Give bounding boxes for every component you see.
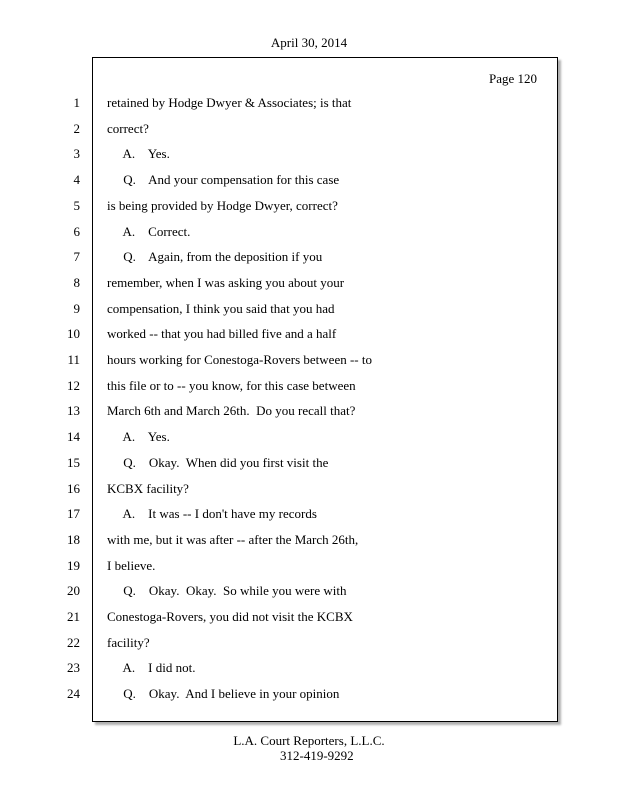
line-number: 10 [67,326,80,341]
transcript-line: Q. Okay. When did you first visit the [107,455,329,470]
line-number: 20 [67,583,80,598]
transcript-line: Q. Okay. And I believe in your opinion [107,686,340,701]
transcript-line: A. Yes. [107,146,170,161]
line-number: 19 [67,558,80,573]
line-number: 22 [67,635,80,650]
line-number: 17 [67,506,80,521]
line-number: 18 [67,532,80,547]
transcript-line: A. Correct. [107,224,191,239]
page-number: Page 120 [488,71,537,86]
transcript-line: retained by Hodge Dwyer & Associates; is that [107,95,352,110]
transcript-line: remember, when I was asking you about your [107,275,345,290]
line-number: 13 [67,403,80,418]
transcript-line: A. It was -- I don't have my records [107,506,317,521]
line-number: 9 [73,301,80,316]
footer-company: L.A. Court Reporters, L.L.C. [233,733,385,748]
transcript-line: compensation, I think you said that you had [107,301,335,316]
line-number: 24 [67,686,80,701]
line-number: 15 [67,455,80,470]
line-number: 1 [73,95,80,110]
line-number: 6 [73,224,80,239]
transcript-line: I believe. [107,558,156,573]
line-number: 21 [67,609,80,624]
header-date: April 30, 2014 [270,35,348,50]
transcript-line: March 6th and March 26th. Do you recall that? [107,403,356,418]
transcript-line: hours working for Conestoga-Rovers between -- to [107,352,372,367]
transcript-line: A. Yes. [107,429,170,444]
line-number: 14 [67,429,80,444]
line-number: 4 [73,172,80,187]
line-number: 12 [67,378,80,393]
line-number: 11 [67,352,80,367]
transcript-line: correct? [107,121,149,136]
transcript-line: Q. Again, from the deposition if you [107,249,323,264]
line-number: 16 [67,481,80,496]
line-number: 7 [73,249,80,264]
transcript-line: with me, but it was after -- after the March 26th, [107,532,359,547]
line-number: 23 [67,660,80,675]
transcript-line: worked -- that you had billed five and a half [107,326,337,341]
line-number: 5 [73,198,80,213]
line-number: 8 [73,275,80,290]
transcript-line: KCBX facility? [107,481,189,496]
transcript-line: is being provided by Hodge Dwyer, correct? [107,198,338,213]
transcript-line: Conestoga-Rovers, you did not visit the KCBX [107,609,353,624]
transcript-line: facility? [107,635,150,650]
footer-phone: 312-419-9292 [280,748,354,763]
transcript-line: Q. And your compensation for this case [107,172,340,187]
line-number: 2 [73,121,80,136]
transcript-line: this file or to -- you know, for this case between [107,378,356,393]
transcript-line: A. I did not. [107,660,196,675]
transcript-line: Q. Okay. Okay. So while you were with [107,583,347,598]
line-number: 3 [73,146,80,161]
